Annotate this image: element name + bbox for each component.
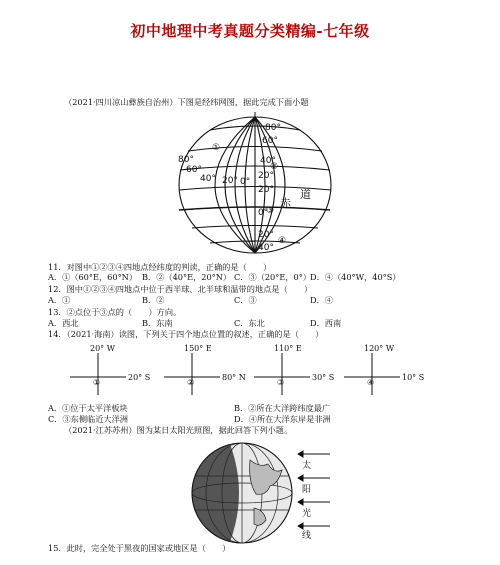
illumination-globe [190,438,340,548]
lat-label-60: 60° [262,136,278,146]
lat-label-20s: 20° [258,230,274,240]
q14-option-a[interactable]: A．①位于太平洋板块 [48,403,128,413]
q11-stem: 11．对图中①②③④四地点经纬度的判读，正确的是（ ） [48,262,272,272]
equator-text-2: 道 [300,188,311,201]
q12-option-b[interactable]: B．② [142,295,165,305]
q14-option-b[interactable]: B．②所在大洋跨纬度最广 [234,403,331,413]
q13-option-c[interactable]: C．东北 [234,318,265,328]
q12-option-c[interactable]: C．③ [234,295,257,305]
lon-label-40: 40° [200,174,216,184]
lat-label-40: 40° [260,156,276,166]
point-4: ④ [278,236,287,246]
lon-label-60: 60° [186,165,202,175]
q13-option-a[interactable]: A．西北 [48,318,79,328]
q11-option-a[interactable]: A．①（60°E，60°N） [48,272,138,282]
lon-label-80: 80° [178,155,194,165]
cross-1-num: ① [93,378,101,387]
lat-label-40s: 40° [258,243,274,253]
q11-option-d[interactable]: D．④（40°W，40°S） [310,272,401,282]
lon-label-0: 0° [240,177,251,187]
q11-option-c[interactable]: C．③（20°E，0°） [234,272,311,282]
q13-option-d[interactable]: D．西南 [310,318,342,328]
equator-text-1: 赤 [280,197,291,210]
equator-label: 0° [258,208,269,218]
cross-4-num: ④ [367,378,375,387]
point-1: ① [212,143,221,153]
q14-option-d[interactable]: D．④所在大洋东岸是非洲 [234,414,331,424]
block1-intro: （2021·四川凉山彝族自治州）下图是经纬网图，据此完成下面小题 [64,97,309,107]
q12-stem: 12．图中①②③④四地点中位于西半球、北半球和温带的地点是（ ） [48,284,313,294]
coordinate-crosses [60,343,460,399]
q12-option-a[interactable]: A．① [48,295,71,305]
q13-option-b[interactable]: B．东南 [142,318,173,328]
cross-1-lat: 20° S [128,373,151,382]
sun-text-4: 线 [302,531,312,541]
cross-3-lon: 110° E [274,344,302,353]
cross-3-num: ③ [277,378,285,387]
point-3: ③ [266,206,275,216]
q14-option-c[interactable]: C．③东侧临近大洋洲 [48,414,128,424]
q15-stem: 15．此时，完全处于黑夜的国家或地区是（ ） [48,543,231,553]
sun-text-3: 光 [302,509,312,519]
cross-2-lat: 80° N [222,373,246,382]
page-title: 初中地理中考真题分类精编-七年级 [130,22,370,40]
cross-3-lat: 30° S [312,373,335,382]
q14-stem: 14．（2021·海南）读图，下列关于四个地点位置的叙述，正确的是（ ） [48,329,324,339]
q12-option-d[interactable]: D．④ [310,295,333,305]
graticule-globe [170,110,340,260]
cross-1-lon: 20° W [90,344,115,353]
q13-stem: 13．②点位于③点的（ ）方向。 [48,307,182,317]
cross-4-lon: 120° W [364,344,395,353]
cross-4-lat: 10° S [402,373,425,382]
lat-label-80: 80° [265,123,281,133]
sun-text-2: 阳 [302,485,312,495]
q11-option-b[interactable]: B．②（40°E，20°N） [142,272,232,282]
lat-label-20n: 20° [258,171,274,181]
lon-label-20w: 20° [222,176,238,186]
point-2: ② [270,162,279,172]
lon-label-20e: 20° [258,185,274,195]
block2-intro: （2021·江苏苏州）图为某日太阳光照图，据此回答下列小题。 [64,425,293,435]
sun-text-1: 太 [302,461,312,471]
cross-2-num: ② [187,378,195,387]
cross-2-lon: 150° E [184,344,212,353]
